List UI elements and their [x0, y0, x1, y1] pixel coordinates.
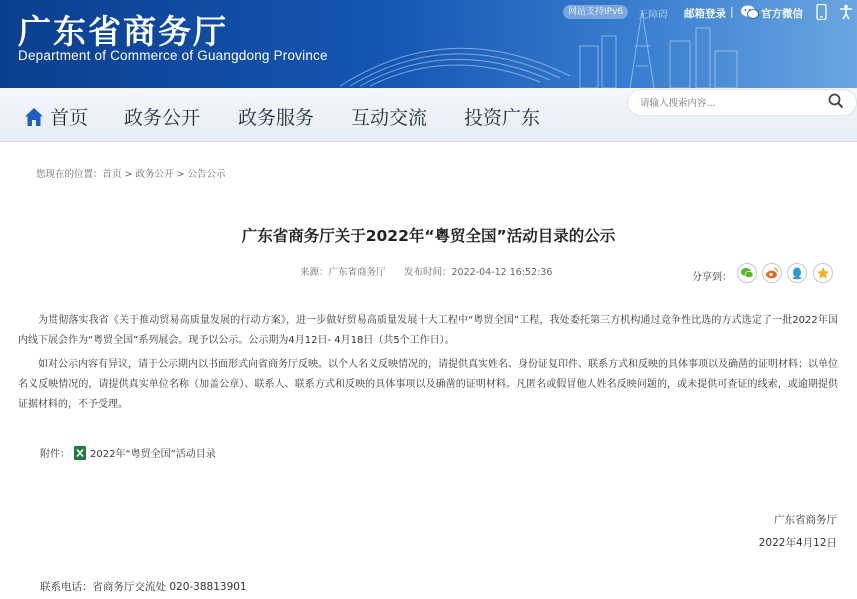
header-separator: |	[730, 5, 734, 18]
article-source: 来源：广东省商务厅	[300, 267, 386, 278]
article-paragraph: 为贯彻落实我省《关于推动贸易高质量发展的行动方案》，进一步做好贸易高质量发展十大工程中“粤贸全国”工程，我处委托第三方机构通过竞争性比选的方式选定了一批2022年国内线下展会作为“粤贸全国”系列展会。现予以公示。公示期为4月12日- 4月18日（共5个工作日）。	[18, 315, 838, 346]
breadcrumb-prefix: 您现在的位置：	[36, 169, 103, 180]
breadcrumb-sep: >	[173, 169, 188, 180]
qzone-icon	[816, 266, 830, 280]
nav-home-label: 首页	[50, 107, 89, 129]
wechat-link[interactable]: 官方微信	[761, 8, 803, 20]
share-qq-button[interactable]	[787, 263, 807, 283]
signature-org: 广东省商务厅	[774, 514, 837, 526]
search-box	[627, 89, 857, 116]
article-title: 广东省商务厅关于2022年“粤贸全国”活动目录的公示	[241, 227, 616, 245]
excel-file-icon	[74, 446, 86, 460]
breadcrumb	[36, 166, 226, 180]
attachment-link[interactable]: 2022年“粤贸全国”活动目录	[90, 449, 216, 460]
search-input[interactable]	[640, 94, 820, 112]
mail-login-link[interactable]: 邮箱登录	[684, 8, 726, 20]
share-label: 分享到：	[692, 272, 732, 283]
weibo-icon	[765, 266, 779, 280]
nav-item-interaction[interactable]: 互动交流	[351, 107, 428, 129]
signature-date: 2022年4月12日	[758, 537, 837, 549]
breadcrumb-announcements[interactable]: 公告公示	[187, 169, 226, 180]
header-banner	[0, 0, 857, 88]
nav-item-invest[interactable]: 投资广东	[464, 107, 541, 129]
qq-icon	[790, 266, 804, 280]
breadcrumb-home[interactable]: 首页	[102, 169, 122, 180]
share-qzone-button[interactable]	[813, 263, 833, 283]
accessibility-icon[interactable]	[838, 4, 854, 20]
nav-item-gov-services[interactable]: 政务服务	[238, 107, 315, 129]
article-paragraph: 如对公示内容有异议，请于公示期内以书面形式向省商务厅反映。以个人名义反映情况的，请提供真实姓名、身份证复印件、联系方式和反映的具体事项以及确凿的证明材料；以单位名义反映情况的，请提供真实单位名称（加盖公章）、联系人、联系方式和反映的具体事项以及确凿的证明材料。凡匿名或假冒他人姓名反映问题的，或未提供可查证的线索，或逾期提供证据材料的，不予受理。	[18, 359, 838, 410]
contact-info: 联系电话：省商务厅交流处 020-38813901	[40, 581, 247, 593]
breadcrumb-gov-affairs[interactable]: 政务公开	[135, 169, 174, 180]
site-title[interactable]: 广东省商务厅	[18, 12, 228, 51]
nav-home[interactable]	[24, 103, 88, 130]
nav-item-gov-affairs[interactable]: 政务公开	[124, 107, 201, 129]
attachment-row	[40, 445, 216, 460]
barrier-free-link[interactable]: 无障碍	[638, 10, 668, 21]
site-subtitle: Department of Commerce of Guangdong Province	[18, 48, 328, 63]
share-wechat-button[interactable]	[737, 263, 757, 283]
mobile-icon[interactable]	[816, 4, 827, 20]
home-icon	[24, 107, 44, 127]
search-icon[interactable]	[828, 93, 844, 109]
wechat-icon[interactable]	[740, 4, 760, 20]
wechat-icon	[740, 266, 754, 280]
breadcrumb-sep: >	[121, 169, 136, 180]
attachment-label: 附件：	[40, 449, 70, 460]
share-weibo-button[interactable]	[762, 263, 782, 283]
article-publish-time: 发布时间：2022-04-12 16:52:36	[404, 267, 553, 278]
ipv6-badge: 网站支持IPv6	[563, 5, 628, 19]
